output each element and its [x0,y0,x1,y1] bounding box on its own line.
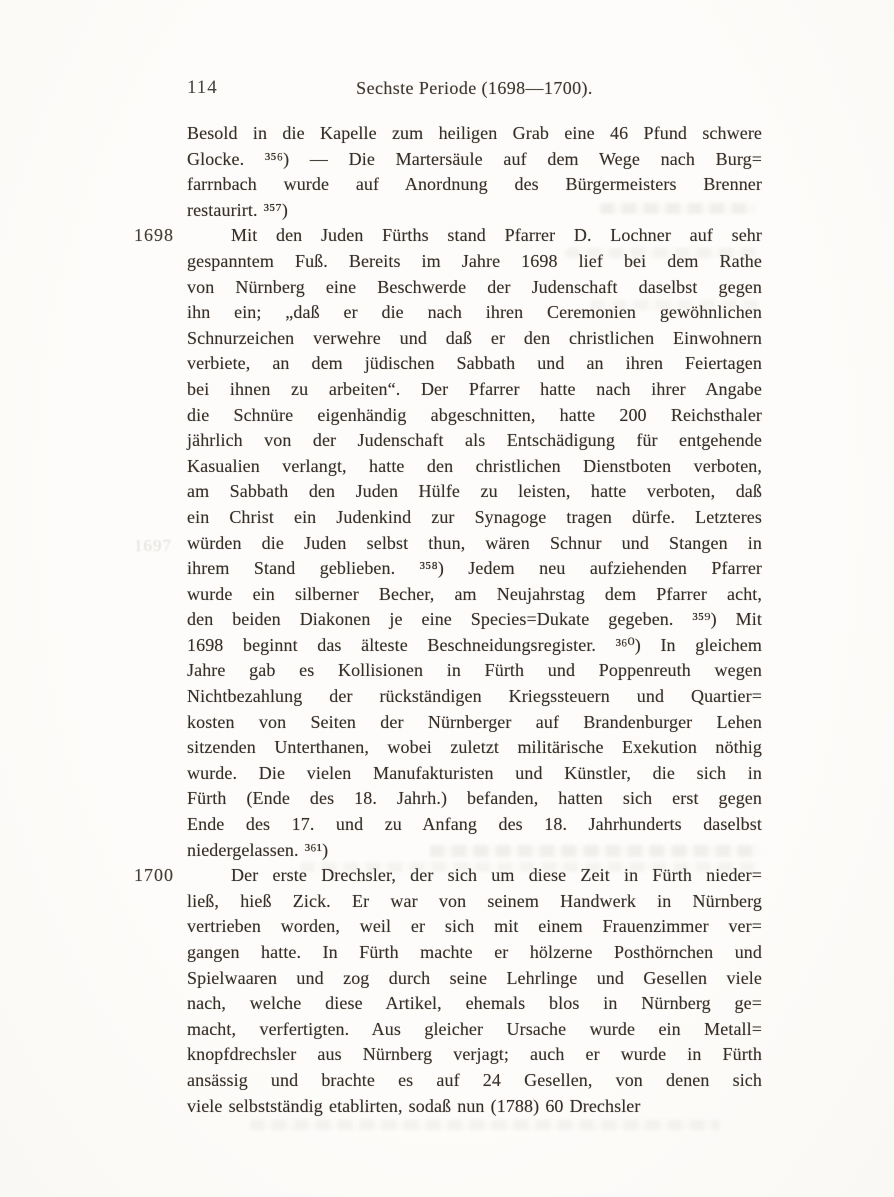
text-line: bei ihnen zu arbeiten“. Der Pfarrer hatte nach ihrer Angabe [187,378,762,399]
paragraph-1700 [134,863,762,1119]
text-line: den beiden Diakonen je eine Species=Dukate gegeben. ³⁵⁹) Mit [187,609,762,630]
text-line: viele selbstständig etablirten, sodaß nun (1788) 60 Drechsler [187,1095,641,1116]
text-line: ihn ein; „daß er die nach ihren Ceremonien gewöhnlichen [187,302,762,323]
text-line: wurde ein silberner Becher, am Neujahrstag dem Pfarrer acht, [187,583,762,604]
text-line: am Sabbath den Juden Hülfe zu leisten, hatte verboten, daß [187,481,762,502]
text-line: Nichtbezahlung der rückständigen Kriegssteuern und Quartier= [187,686,762,707]
text-line: wurde. Die vielen Manufakturisten und Künstler, die sich in [187,762,762,783]
text-line: vertrieben worden, weil er sich mit einem Frauenzimmer ver= [187,916,762,937]
text-line: knopfdrechsler aus Nürnberg verjagt; auch er wurde in Fürth [187,1044,762,1065]
text-line: Jahre gab es Kollisionen in Fürth und Poppenreuth wegen [187,660,762,681]
page-number: 114 [187,77,218,98]
text-line: Der erste Drechsler, der sich um diese Zeit in Fürth nieder= [231,865,762,886]
margin-year-label: 1700 [134,865,174,886]
bleedthrough-ghost [250,1120,720,1130]
text-line: die Schnüre eigenhändig abgeschnitten, hatte 200 Reichsthaler [187,404,762,425]
text-line: Besold in die Kapelle zum heiligen Grab eine 46 Pfund schwere [187,123,762,143]
text-line: Spielwaaren und zog durch seine Lehrlinge und Gesellen viele [187,967,762,988]
text-line: würden die Juden selbst thun, wären Schnur und Stangen in [187,532,762,553]
text-line: von Nürnberg eine Beschwerde der Judenschaft daselbst gegen [187,276,762,297]
text-line: ein Christ ein Judenkind zur Synagoge tragen dürfe. Letzteres [187,506,762,527]
text-line: sitzenden Unterthanen, wobei zuletzt militärische Exekution nöthig [187,737,762,758]
text-line: Ende des 17. und zu Anfang des 18. Jahrhunderts daselbst [187,814,762,835]
text-line: jährlich von der Judenschaft als Entschädigung für entgehende [187,430,762,451]
text-line: kosten von Seiten der Nürnberger auf Brandenburger Lehen [187,711,762,732]
text-line: Mit den Juden Fürths stand Pfarrer D. Lochner auf sehr [231,225,762,246]
text-line: Fürth (Ende des 18. Jahrh.) befanden, hatten sich erst gegen [187,788,762,809]
bleedthrough-ghost-year: 1697 [134,536,172,555]
text-line: farrnbach wurde auf Anordnung des Bürgermeisters Brenner [187,174,762,195]
text-line: niedergelassen. ³⁶¹) [187,839,329,860]
text-line: restaurirt. ³⁵⁷) [187,199,289,220]
paragraph-continuation [187,121,762,223]
text-line: nach, welche diese Artikel, ehemals blos in Nürnberg ge= [187,993,762,1014]
running-head [187,76,762,100]
text-line: ihrem Stand geblieben. ³⁵⁸) Jedem neu aufziehenden Pfarrer [187,558,762,579]
text-line: 1698 beginnt das älteste Beschneidungsregister. ³⁶⁰) In gleichem [187,634,762,655]
text-line: Schnurzeichen verwehre und daß er den christlichen Einwohnern [187,327,762,348]
text-line: gangen hatte. In Fürth machte er hölzerne Posthörnchen und [187,942,762,962]
text-line: gespanntem Fuß. Bereits im Jahre 1698 lief bei dem Rathe [187,250,762,271]
chapter-running-title: Sechste Periode (1698—1700). [356,78,593,98]
text-line: verbiete, an dem jüdischen Sabbath und an ihren Feiertagen [187,353,762,374]
text-line: ließ, hieß Zick. Er war von seinem Handwerk in Nürnberg [187,890,762,911]
text-line: Kasualien verlangt, hatte den christlichen Dienstboten verboten, [187,455,762,476]
text-line: macht, verfertigten. Aus gleicher Ursache wurde ein Metall= [187,1018,762,1039]
text-line: Glocke. ³⁵⁶) — Die Martersäule auf dem Wege nach Burg= [187,148,762,169]
margin-year-label: 1698 [134,225,174,246]
text-line: ansässig und brachte es auf 24 Gesellen, von denen sich [187,1069,762,1090]
